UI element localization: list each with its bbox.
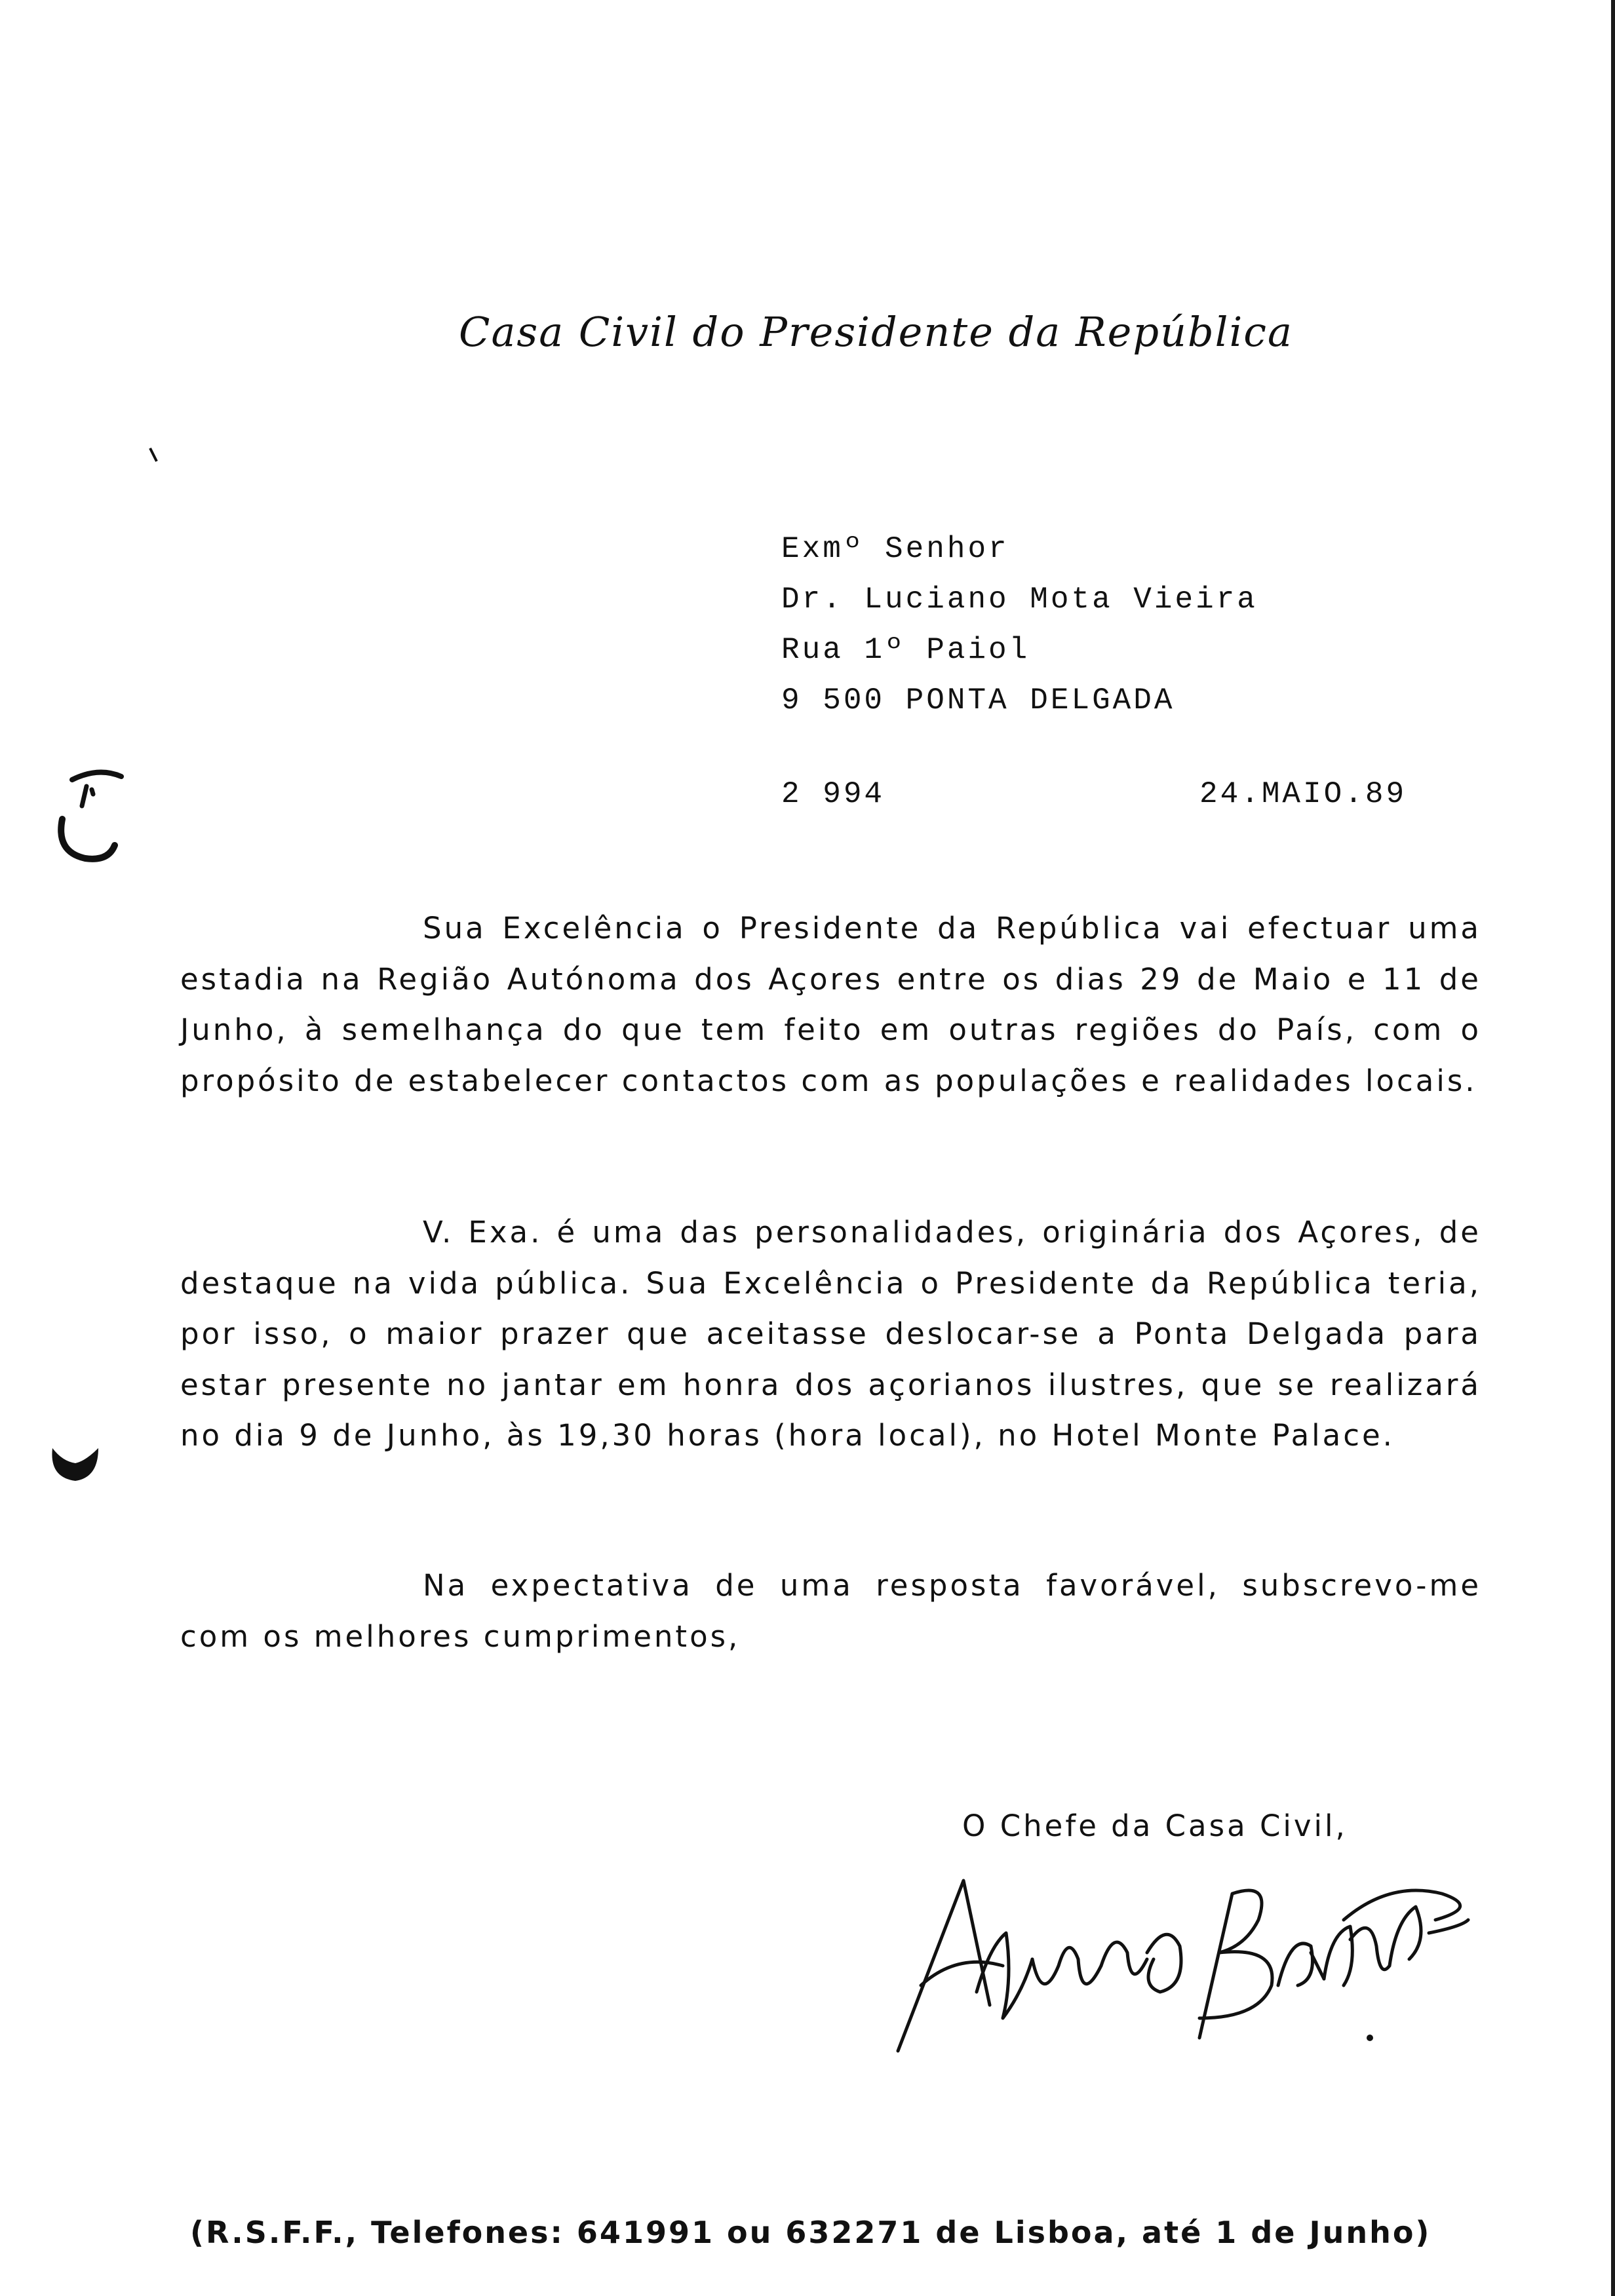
recipient-street: Rua 1º Paiol — [781, 633, 1030, 667]
margin-tick-mark — [147, 446, 161, 465]
footer-contact-note: (R.S.F.F., Telefones: 641991 ou 632271 de Lisboa, até 1 de Junho) — [190, 2215, 1431, 2250]
recipient-address — [781, 524, 1258, 726]
hole-punch-mark-bottom — [46, 1432, 105, 1491]
recipient-name: Dr. Luciano Mota Vieira — [781, 583, 1258, 617]
body-paragraph-1: Sua Excelência o Presidente da República vai efectuar uma estadia na Região Autónoma dos Açores entre os dias 29 de Maio e 11 de Junho, à semelhança do que tem feito em outras regiões do País, com o propósito de estabelecer contactos com as populações e realidades locais. — [180, 911, 1481, 1098]
recipient-salutation: Exmº Senhor — [781, 532, 1009, 566]
page-edge — [1611, 0, 1615, 2296]
body-paragraph-2: V. Exa. é uma das personalidades, originária dos Açores, de destaque na vida pública. Sua Excelência o Presidente da República teria, por isso, o maior prazer que aceitasse deslocar-se a Ponta Delgada para estar presente no jantar em honra dos açorianos ilustres, que se realizará no dia 9 de Junho, às 19,30 horas (hora local), no Hotel Monte Palace. — [180, 1215, 1481, 1453]
letter-date: 24.MAIO.89 — [1199, 777, 1407, 811]
body-paragraph-3: Na expectativa de uma resposta favorável, subscrevo-me com os melhores cumprimentos, — [180, 1568, 1481, 1654]
reference-number: 2 994 — [781, 777, 885, 811]
recipient-city: 9 500 PONTA DELGADA — [781, 683, 1175, 718]
closing-title: O Chefe da Casa Civil, — [962, 1808, 1348, 1843]
hole-punch-mark-top — [46, 754, 138, 865]
signature — [891, 1854, 1481, 2071]
letterhead-institution: Casa Civil do Presidente da República — [459, 308, 1293, 356]
